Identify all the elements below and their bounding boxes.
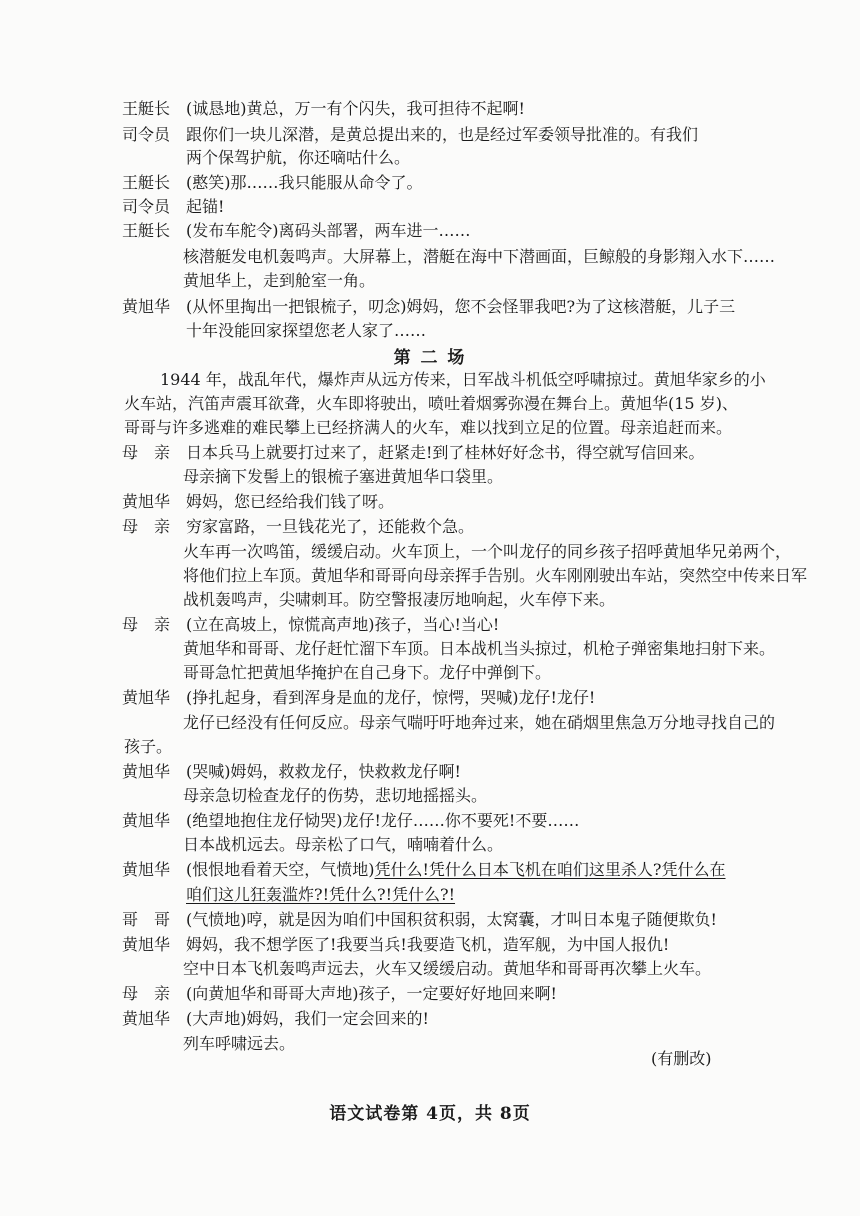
line-text: 空中日本飞机轰鸣声远去，火车又缓缓启动。黄旭华和哥哥再次攀上火车。 <box>183 959 712 978</box>
line-text: 日本兵马上就要打过来了，赶紧走!到了桂林好好念书，得空就写信回来。 <box>186 443 705 462</box>
line-text: 黄旭华上，走到舱室一角。 <box>183 271 376 290</box>
scene-heading: 第 二 场 <box>393 348 467 368</box>
line-text: 两个保驾护航，你还嘀咕什么。 <box>186 148 411 167</box>
dialogue-text <box>186 614 499 636</box>
dialogue-text <box>186 98 525 120</box>
direction-text <box>183 712 775 734</box>
line-text: 火车站，汽笛声震耳欲聋，火车即将驶出，喷吐着烟雾弥漫在舞台上。黄旭华(15 岁)、 <box>124 394 738 413</box>
direction-text <box>183 589 615 611</box>
speaker-name: 母 亲 <box>122 517 171 536</box>
dialogue-text <box>186 1008 429 1030</box>
line-text: (哭喊)姆妈，救救龙仔，快救救龙仔啊! <box>186 762 461 781</box>
speaker-name: 母 亲 <box>122 984 171 1003</box>
direction-text <box>183 565 807 587</box>
line-text: (立在高坡上，惊慌高声地)孩子，当心!当心! <box>186 615 500 634</box>
speaker-name: 黄旭华 <box>122 860 171 879</box>
dialogue-text <box>186 172 423 194</box>
dialogue-text <box>186 516 474 538</box>
direction-text <box>183 834 503 856</box>
line-text: 日本战机远去。母亲松了口气，喃喃着什么。 <box>183 835 504 854</box>
direction-text <box>124 417 732 439</box>
dialogue-text <box>186 442 704 464</box>
speaker-name: 王艇长 <box>122 221 171 240</box>
direction-text <box>183 1033 295 1055</box>
line-text: 跟你们一块儿深潜，是黄总提出来的，也是经过军委领导批准的。有我们 <box>186 125 699 144</box>
line-text: (气愤地)哼，就是因为咱们中国积贫积弱，太窝囊，才叫日本鬼子随便欺负! <box>186 910 717 929</box>
line-text: 哥哥急忙把黄旭华掩护在自己身下。龙仔中弹倒下。 <box>183 663 552 682</box>
dialogue-text <box>186 147 410 169</box>
direction-text <box>160 369 766 391</box>
dialogue-text <box>186 124 698 146</box>
line-text: 母亲摘下发髻上的银梳子塞进黄旭华口袋里。 <box>183 467 504 486</box>
line-text: 黄旭华和哥哥、龙仔赶忙溜下车顶。日本战机当头掠过，机枪子弹密集地扫射下来。 <box>183 639 776 658</box>
line-text: 列车呼啸远去。 <box>183 1034 296 1053</box>
direction-text <box>183 662 551 684</box>
line-text: 母亲急切检查龙仔的伤势，悲切地摇摇头。 <box>183 786 488 805</box>
line-text: 姆妈，我不想学医了!我要当兵!我要造飞机，造军舰，为中国人报仇! <box>186 935 670 954</box>
dialogue-text <box>186 934 669 956</box>
speaker-name: 黄旭华 <box>122 1009 171 1028</box>
direction-text <box>183 958 711 980</box>
speaker-name: 黄旭华 <box>122 297 171 316</box>
speaker-name: 黄旭华 <box>122 492 171 511</box>
speaker-name: 司令员 <box>122 197 171 216</box>
dialogue-text <box>186 320 426 342</box>
line-text: 龙仔已经没有任何反应。母亲气喘吁吁地奔过来，她在硝烟里焦急万分地寻找自己的 <box>183 713 776 732</box>
dialogue-text <box>186 859 726 881</box>
direction-text <box>183 785 487 807</box>
underlined-text: 凭什么!凭什么日本飞机在咱们这里杀人?凭什么在 <box>374 860 726 879</box>
line-text: 孩子。 <box>124 737 173 756</box>
line-text: 核潜艇发电机轰鸣声。大屏幕上，潜艇在海中下潜画面，巨鲸般的身影翔入水下…… <box>183 247 776 266</box>
line-text: 哥哥与许多逃难的难民攀上已经挤满人的火车，难以找到立足的位置。母亲追赶而来。 <box>124 418 733 437</box>
direction-text <box>183 246 775 268</box>
line-text: (绝望地抱住龙仔恸哭)龙仔!龙仔……你不要死!不要…… <box>186 811 580 830</box>
line-text: 起锚! <box>186 197 225 216</box>
line-text: 火车再一次鸣笛，缓缓启动。火车顶上，一个叫龙仔的同乡孩子招呼黄旭华兄弟两个， <box>183 542 792 561</box>
underlined-text: 咱们这儿狂轰滥炸?!凭什么?!凭什么?! <box>186 885 456 904</box>
speaker-name: 黄旭华 <box>122 762 171 781</box>
line-text: (大声地)姆妈，我们一定会回来的! <box>186 1009 429 1028</box>
dialogue-text <box>186 687 595 709</box>
direction-text <box>183 541 791 563</box>
dialogue-text <box>186 491 394 513</box>
dialogue-text <box>186 296 735 318</box>
direction-text <box>183 270 375 292</box>
line-text: 1944 年，战乱年代，爆炸声从远方传来，日军战斗机低空呼啸掠过。黄旭华家乡的小 <box>160 370 766 389</box>
line-text: (从怀里掏出一把银梳子，叨念)姆妈，您不会怪罪我吧?为了这核潜艇，儿子三 <box>186 297 736 316</box>
speaker-name: 王艇长 <box>122 173 171 192</box>
abridged-note: (有删改) <box>651 1049 712 1068</box>
speaker-name: 王艇长 <box>122 99 171 118</box>
dialogue-text <box>186 810 579 832</box>
line-text: (挣扎起身，看到浑身是血的龙仔，惊愕，哭喊)龙仔!龙仔! <box>186 688 596 707</box>
page-footer: 语文试卷第 4页，共 8页 <box>329 1104 531 1124</box>
dialogue-text <box>186 196 224 218</box>
line-text: 姆妈，您已经给我们钱了呀。 <box>186 492 395 511</box>
dialogue-text <box>186 983 557 1005</box>
speaker-name: 母 亲 <box>122 443 171 462</box>
direction-text <box>183 466 503 488</box>
line-text: 将他们拉上车顶。黄旭华和哥哥向母亲挥手告别。火车刚刚驶出车站，突然空中传来日军 <box>183 566 808 585</box>
line-text: 战机轰鸣声，尖啸刺耳。防空警报凄厉地响起，火车停下来。 <box>183 590 616 609</box>
speaker-name: 黄旭华 <box>122 688 171 707</box>
speaker-name: 司令员 <box>122 125 171 144</box>
dialogue-text <box>186 220 471 242</box>
direction-text <box>183 638 775 660</box>
speaker-name: 母 亲 <box>122 615 171 634</box>
dialogue-text <box>186 884 455 906</box>
speaker-name: 黄旭华 <box>122 811 171 830</box>
line-text: 十年没能回家探望您老人家了…… <box>186 321 427 340</box>
line-text: (发布车舵令)离码头部署，两车进一…… <box>186 221 471 240</box>
line-text: (恨恨地看着天空，气愤地) <box>186 860 375 879</box>
line-text: (向黄旭华和哥哥大声地)孩子，一定要好好地回来啊! <box>186 984 557 1003</box>
direction-text <box>124 736 172 758</box>
dialogue-text <box>186 761 461 783</box>
line-text: (诚恳地)黄总，万一有个闪失，我可担待不起啊! <box>186 99 525 118</box>
speaker-name: 哥 哥 <box>122 910 171 929</box>
speaker-name: 黄旭华 <box>122 935 171 954</box>
dialogue-text <box>186 909 717 931</box>
direction-text <box>124 393 738 415</box>
line-text: (憨笑)那……我只能服从命令了。 <box>186 173 423 192</box>
line-text: 穷家富路，一旦钱花光了，还能救个急。 <box>186 517 475 536</box>
